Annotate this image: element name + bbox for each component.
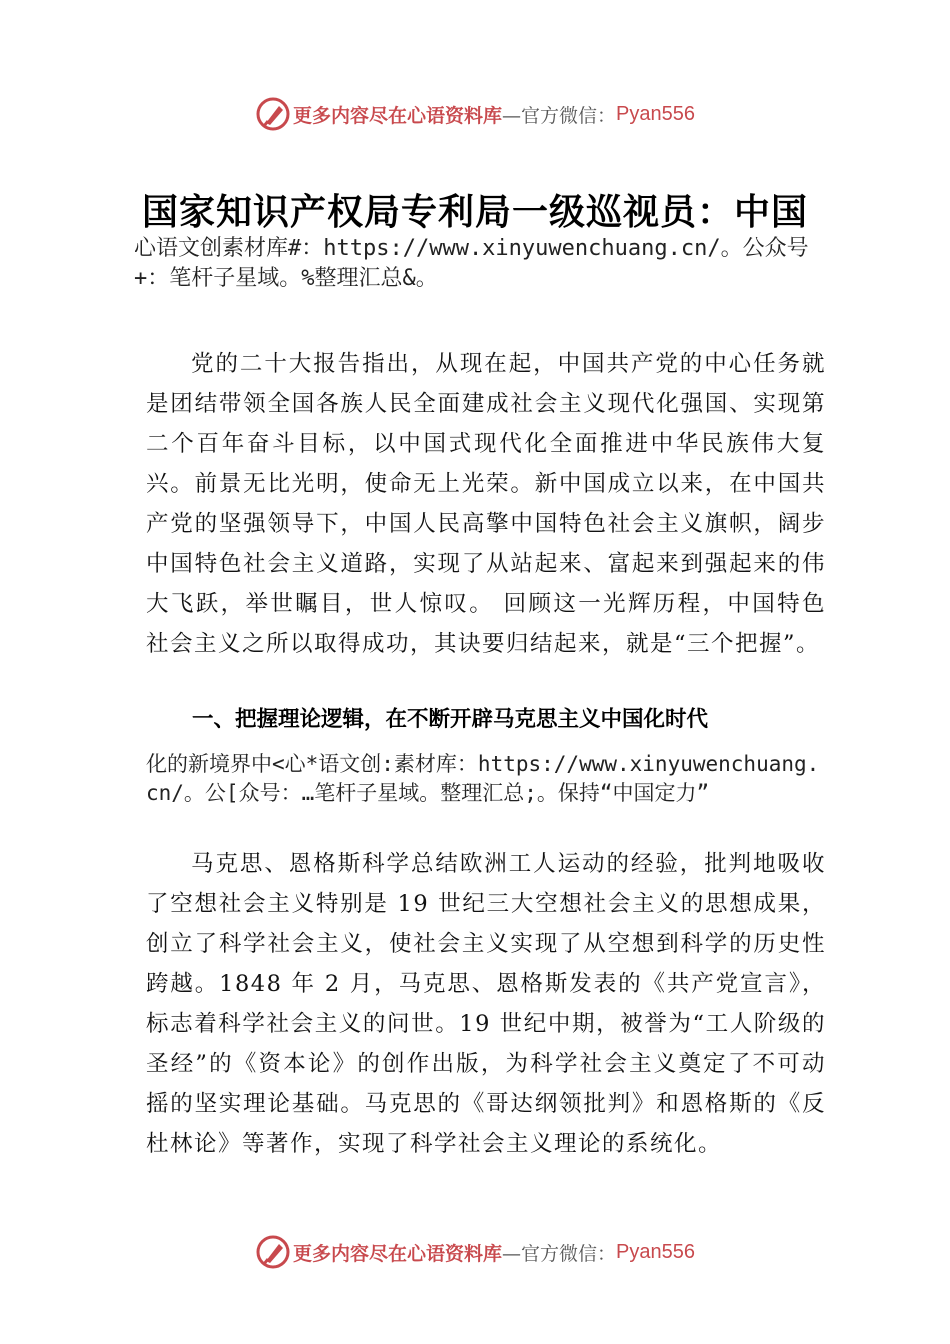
body-paragraph: 党的二十大报告指出，从现在起，中国共产党的中心任务就是团结带领全国各族人民全面建成社会主义现代化强国、实现第二个百年奋斗目标，以中国式现代化全面推进中华民族伟大复兴。前景无比光明，使命无上光荣。新中国成立以来，在中国共产党的坚强领导下，中国人民高擎中国特色社会主义旗帜，阔步中国特色社会主义道路，实现了从站起来、富起来到强起来的伟大飞跃，举世瞩目，世人惊叹。 回顾这一光辉历程，中国特色社会主义之所以取得成功，其诀要归结起来，就是“三个把握”。 [146,351,826,657]
banner-main-text: 更多内容尽在心语资料库 [293,1242,503,1265]
pen-nib-logo-icon [255,96,291,132]
watermark-line: 化的新境界中<心*语文创:素材库：https://www.xinyuwenchuang.cn/。公[众号：…笔杆子星域。整理汇总;。保持“中国定力” [146,752,820,805]
header-banner [0,94,950,134]
banner-wechat-id: Pyan556 [616,1240,695,1263]
document-title: 国家知识产权局专利局一级巡视员：中国 [141,192,808,233]
banner-dash-text: —官方微信： [502,104,617,127]
banner-dash-text: —官方微信： [502,1242,617,1265]
footer-banner [0,1232,950,1272]
section-heading: 一、把握理论逻辑，在不断开辟马克思主义中国化时代 [192,707,709,732]
body-paragraph: 马克思、恩格斯科学总结欧洲工人运动的经验，批判地吸收了空想社会主义特别是 19 世纪三大空想社会主义的思想成果，创立了科学社会主义，使社会主义实现了从空想到科学的历史性跨越。1848 年 2 月，马克思、恩格斯发表的《共产党宣言》，标志着科学社会主义的问世。19 世纪中期，被誉为“工人阶级的圣经”的《资本论》的创作出版，为科学社会主义奠定了不可动摇的坚实理论基础。马克思的《哥达纲领批判》和恩格斯的《反杜林论》等著作，实现了科学社会主义理论的系统化。 [146,851,826,1157]
banner-wechat-id: Pyan556 [616,102,695,125]
watermark-line: 心语文创素材库#：https://www.xinyuwenchuang.cn/。公众号+：笔杆子星域。%整理汇总&。 [134,236,809,291]
banner-main-text: 更多内容尽在心语资料库 [293,104,503,127]
pen-nib-logo-icon [255,1234,291,1270]
